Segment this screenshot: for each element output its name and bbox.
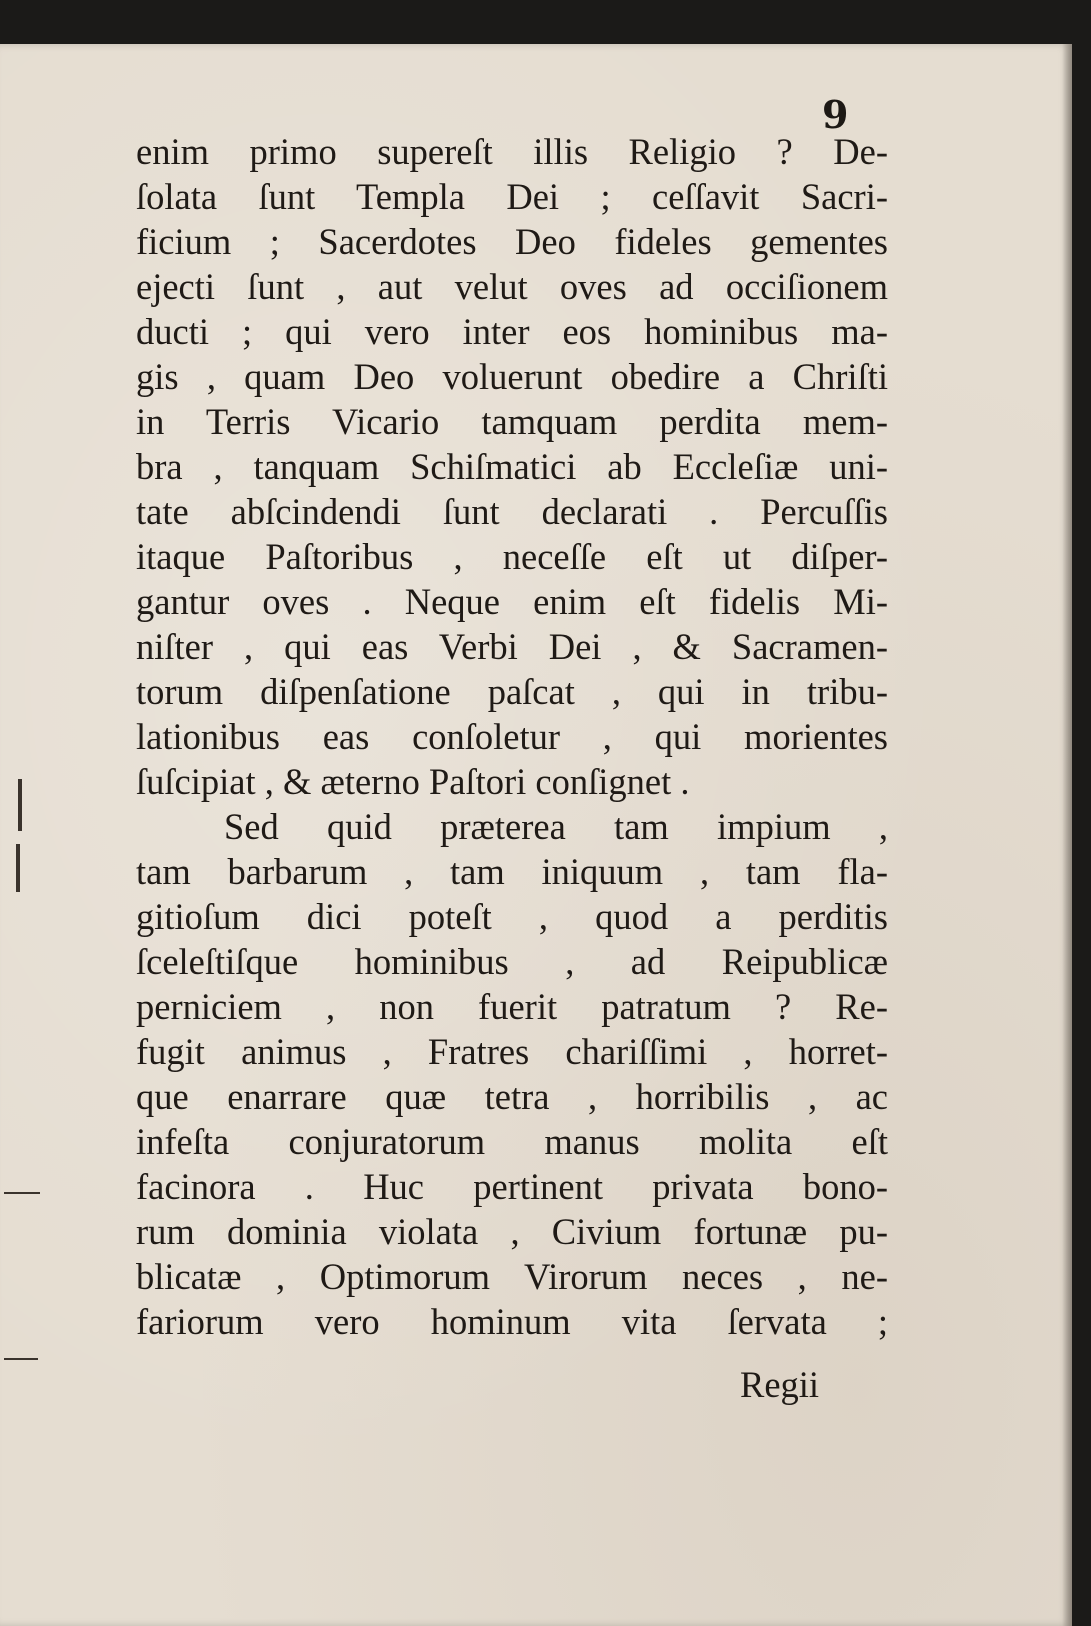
text-line: perniciem , non fuerit patratum ? Re- [136, 986, 888, 1027]
text-line: gis , quam Deo voluerunt obedire a Chriſti [136, 356, 888, 397]
margin-mark [4, 1192, 40, 1194]
text-line: ſceleſtiſque hominibus , ad Reipublicæ [136, 941, 888, 982]
page-edge-shadow [1062, 44, 1072, 1626]
text-line: fariorum vero hominum vita ſervata ; [136, 1301, 888, 1342]
text-line: ſolata ſunt Templa Dei ; ceſſavit Sacri- [136, 176, 888, 217]
text-line: enim primo supereſt illis Religio ? De- [136, 131, 888, 172]
text-line: facinora . Huc pertinent privata bono- [136, 1166, 888, 1207]
text-line: ejecti ſunt , aut velut oves ad occiſionem [136, 266, 888, 307]
text-line: tate abſcindendi ſunt declarati . Percuſſis [136, 491, 888, 532]
text-line: gantur oves . Neque enim eſt fidelis Mi- [136, 581, 888, 622]
text-line: niſter , qui eas Verbi Dei , & Sacramen- [136, 626, 888, 667]
margin-mark [16, 844, 20, 892]
margin-mark [18, 779, 22, 831]
text-line: gitioſum dici poteſt , quod a perditis [136, 896, 888, 937]
text-line: ducti ; qui vero inter eos hominibus ma- [136, 311, 888, 352]
text-line: blicatæ , Optimorum Virorum neces , ne- [136, 1256, 888, 1297]
text-line: rum dominia violata , Civium fortunæ pu- [136, 1211, 888, 1252]
text-line: bra , tanquam Schiſmatici ab Eccleſiæ uni- [136, 446, 888, 487]
margin-mark [4, 1358, 38, 1360]
text-line: tam barbarum , tam iniquum , tam fla- [136, 851, 888, 892]
book-page [0, 44, 1072, 1626]
catchword: Regii [740, 1364, 820, 1405]
text-line: Sed quid præterea tam impium , [224, 806, 888, 847]
text-line: lationibus eas conſoletur , qui morientes [136, 716, 888, 757]
text-line: in Terris Vicario tamquam perdita mem- [136, 401, 888, 442]
text-line: ficium ; Sacerdotes Deo fideles gementes [136, 221, 888, 262]
text-line: ſuſcipiat , & æterno Paſtori conſignet . [136, 761, 690, 802]
text-line: infeſta conjuratorum manus molita eſt [136, 1121, 888, 1162]
page-number: 9 [822, 92, 849, 137]
text-line: itaque Paſtoribus , neceſſe eſt ut diſper- [136, 536, 888, 577]
text-line: torum diſpenſatione paſcat , qui in tribu- [136, 671, 888, 712]
text-line: que enarrare quæ tetra , horribilis , ac [136, 1076, 888, 1117]
body-text [136, 129, 888, 1344]
text-line: fugit animus , Fratres chariſſimi , horret- [136, 1031, 888, 1072]
